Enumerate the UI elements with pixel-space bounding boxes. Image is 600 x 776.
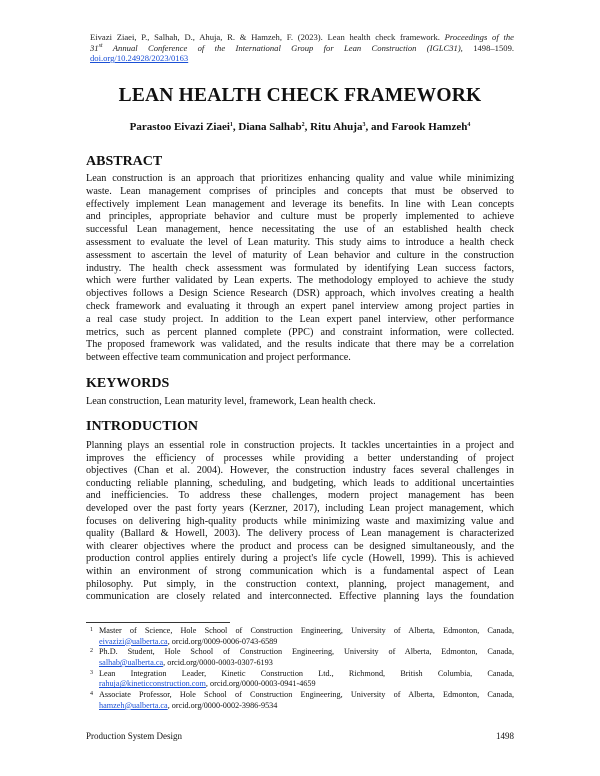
footnote-text	[99, 690, 514, 711]
orcid-text: , orcid.org/0000-0002-3986-9534	[167, 700, 278, 710]
text-line: between effective team communication and project performance.	[86, 352, 351, 364]
text-line: within an environment of strong communication which is a fundamental aspect of Lean	[86, 565, 514, 577]
citation-conference: Annual Conference of the International Group for Lean Construction (IGLC31),	[102, 42, 463, 53]
footnote	[86, 690, 514, 711]
citation-text: Eivazi Ziaei, P., Salhah, D., Ahuja, R. & Hamzeh, F. (2023). Lean health check framework.	[90, 32, 445, 42]
text-line: communication are closely related and interconnected. Effective planning lays the foundation	[86, 591, 514, 603]
page-number: 1498	[496, 731, 514, 741]
footnote-contact	[99, 701, 514, 712]
text-line: assessment to evaluate the level of Lean maturity. This study aims to introduce a health check	[86, 236, 514, 248]
text-line: developed over the past forty years (Kerzner, 2017), including Lean project management, which	[86, 502, 514, 514]
citation-ordinal: 31	[90, 42, 99, 53]
footnote-affiliation: Master of Science, Hole School of Construction Engineering, University of Alberta, Edmonton, Canada,	[99, 626, 514, 635]
text-line: effectively implement Lean management and leverage its benefits. In line with Lean concepts	[86, 198, 514, 210]
text-line: focuses on delivering high-quality products while minimizing waste and maximizing value and	[86, 515, 514, 527]
author-affiliation-mark: 3	[362, 122, 366, 128]
text-line: check framework and evaluating it through an expert panel interview among project parties in	[86, 300, 514, 312]
orcid-text: , orcid.org/0009-0006-0743-6589	[167, 636, 278, 646]
text-line: Lean construction is an approach that prioritizes enhancing quality and value while minimizing	[86, 173, 514, 184]
author-separator: ,	[304, 121, 311, 133]
text-line: Planning plays an essential role in construction projects. It tackles uncertainties in a project and	[86, 440, 514, 451]
footnote	[86, 669, 514, 690]
text-line: production control applies entirely during a project's life cycle (Howell, 1999). This is achieved	[86, 553, 514, 565]
author-separator: , and	[365, 121, 392, 133]
abstract-body	[86, 173, 514, 365]
footnote-number: 3	[90, 669, 93, 676]
text-line: The proposed framework was validated, and the results indicate that there may be a correlation	[86, 339, 514, 351]
text-line: metrics, such as percent planned complete (PPC) and constraint information, were collected.	[86, 326, 514, 338]
footnote-number: 2	[90, 648, 93, 655]
email-link[interactable]: rahuja@kineticconstruction.com	[99, 679, 206, 689]
author-affiliation-mark: 1	[229, 122, 233, 128]
text-line: objectives follows a Design Science Research (DSR) approach, which involves creating a health	[86, 288, 514, 300]
citation-header	[90, 32, 514, 64]
author-affiliation-mark: 4	[467, 122, 471, 128]
paper-title: LEAN HEALTH CHECK FRAMEWORK	[118, 85, 482, 106]
text-line: and principles, appropriate behavior and culture must be properly implemented to achieve	[86, 211, 514, 223]
doi-link[interactable]: doi.org/10.24928/2023/0163	[90, 53, 189, 64]
text-line: waste. Lean management comprises of principles and concepts that must be observed to	[86, 185, 514, 197]
keywords-heading: KEYWORDS	[86, 376, 170, 391]
footnote-contact	[99, 658, 514, 669]
footnote-contact	[99, 637, 514, 648]
abstract-heading: ABSTRACT	[86, 154, 163, 169]
text-line: conducting reliable planning, scheduling, and budgeting, which leads to additional uncertainties	[86, 477, 514, 489]
citation-pages: 1498–1509.	[462, 42, 515, 53]
text-line: which were further validated by Lean experts. The methodology employed to achieve the study	[86, 275, 514, 287]
keywords-text: Lean construction, Lean maturity level, framework, Lean health check.	[86, 396, 376, 407]
author-name: Ritu Ahuja	[310, 121, 363, 133]
footer-section: Production System Design	[86, 731, 182, 741]
text-line: improves the efficiency of processes while providing a better understanding of project	[86, 452, 514, 464]
author-affiliation-mark: 2	[301, 122, 305, 128]
text-line: objectives (Chan et al. 2004). However, the construction industry faces several challenges in	[86, 465, 514, 477]
footnote-number: 4	[90, 691, 93, 698]
footnote-affiliation: Lean Integration Leader, Kinetic Construction Ltd., Richmond, British Columbia, Canada,	[99, 668, 514, 678]
author-name: Parastoo Eivazi Ziaei	[129, 121, 230, 133]
text-line: assessment to ascertain the level of maturity of Lean behavior and culture in the construction	[86, 249, 514, 261]
author-list	[0, 120, 600, 134]
author-separator: ,	[232, 121, 239, 133]
footnote-text	[99, 647, 514, 668]
footnote-text	[99, 669, 514, 690]
email-link[interactable]: hamzeh@ualberta.ca	[99, 700, 168, 710]
text-line: industry. The health check assessment was formulated by identifying Lean success factors,	[86, 262, 514, 274]
citation-ordinal-suffix: st	[98, 42, 103, 49]
footnote-contact	[99, 679, 514, 690]
page-footer	[86, 731, 514, 742]
author-name: Diana Salhab	[238, 121, 302, 133]
introduction-heading: INTRODUCTION	[86, 419, 199, 434]
footnote-affiliation: Ph.D. Student, Hole School of Construction Engineering, University of Alberta, Edmonton, Canada,	[99, 647, 514, 657]
text-line: and inefficiencies. To address these challenges, modern project management has been	[86, 490, 514, 502]
email-link[interactable]: eivazizi@ualberta.ca	[99, 636, 168, 646]
footnote-number: 1	[90, 627, 93, 633]
text-line: quality (Ballard & Howell, 2003). The delivery process of Lean management is characterized	[86, 528, 514, 540]
email-link[interactable]: salhab@ualberta.ca	[99, 657, 164, 667]
footnote-text	[99, 626, 514, 647]
introduction-body	[86, 440, 514, 604]
citation-proceedings: Proceedings of the	[444, 32, 514, 42]
orcid-text: , orcid.org/0000-0003-0941-4659	[205, 679, 316, 689]
text-line: successful Lean management, hence necessitating the use of an established health check	[86, 224, 514, 236]
text-line: a real case study project. In addition to the Lean expert panel interview, other performance	[86, 313, 514, 325]
footnote	[86, 647, 514, 668]
footnote-affiliation: Associate Professor, Hole School of Construction Engineering, University of Alberta, Edmonton, Canada,	[99, 690, 514, 700]
footnote	[86, 626, 514, 647]
author-name: Farook Hamzeh	[391, 121, 468, 133]
orcid-text: , orcid.org/0000-0003-0307-6193	[163, 657, 273, 667]
text-line: philosophy. Put simply, in the construction context, planning, project management, and	[86, 578, 514, 590]
footnote-divider	[86, 622, 230, 623]
text-line: with clearer objectives where the product and process can be designed simultaneously, and the	[86, 540, 514, 552]
